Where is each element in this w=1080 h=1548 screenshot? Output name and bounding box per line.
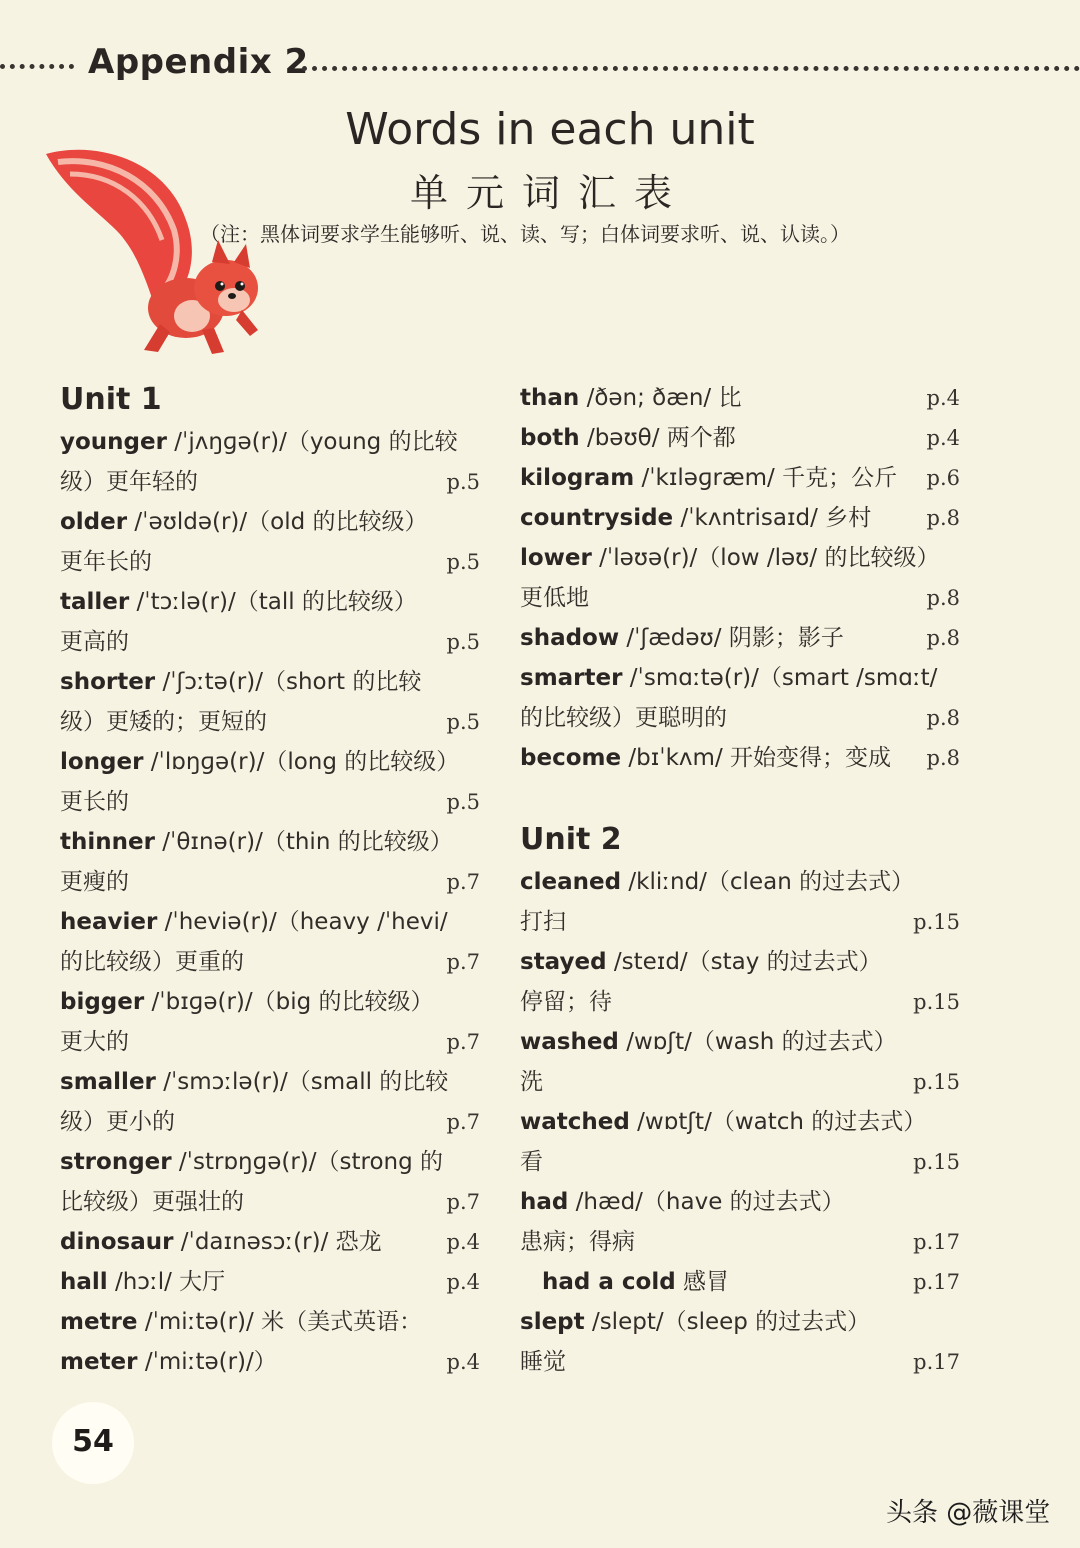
page-reference: p.8: [926, 746, 960, 770]
vocab-definition: 更瘦的: [60, 869, 129, 895]
vocab-definition: 更长的: [60, 789, 129, 815]
vocab-word: kilogram: [520, 465, 635, 491]
vocab-definition: 停留；待: [520, 989, 612, 1015]
vocab-word: had: [520, 1189, 569, 1215]
vocab-definition: /ˈmiːtə(r)/）: [137, 1349, 277, 1375]
squirrel-illustration: [36, 140, 266, 360]
vocab-definition: 的比较级）更重的: [60, 949, 244, 975]
unit-2-title: Unit 2: [520, 822, 622, 857]
header-dotted-rule-left: [0, 64, 74, 69]
page-reference: p.5: [446, 550, 480, 574]
page-reference: p.6: [926, 466, 960, 490]
vocab-definition: /ˈmiːtə(r)/ 米（美式英语：: [137, 1309, 423, 1335]
page-reference: p.5: [446, 790, 480, 814]
vocab-definition: 比较级）更强壮的: [60, 1189, 244, 1215]
vocab-entry: [60, 422, 480, 502]
vocab-entry: [520, 378, 960, 418]
vocab-definition: /ˈθɪnə(r)/（thin 的比较级）: [154, 829, 453, 855]
vocab-definition: 洗: [520, 1069, 543, 1095]
vocab-definition: /slept/（sleep 的过去式）: [584, 1309, 871, 1335]
vocab-word: younger: [60, 429, 167, 455]
vocab-definition: /ˈjʌŋɡə(r)/（young 的比较: [166, 429, 458, 455]
vocab-word: than: [520, 385, 580, 411]
page-reference: p.5: [446, 630, 480, 654]
vocab-word: meter: [60, 1349, 138, 1375]
vocab-definition: /ðən; ðæn/ 比: [579, 385, 742, 411]
vocab-word: stayed: [520, 949, 607, 975]
vocab-definition: /hæd/（have 的过去式）: [568, 1189, 845, 1215]
vocab-definition: 打扫: [520, 909, 566, 935]
vocab-word: watched: [520, 1109, 630, 1135]
vocab-word: shorter: [60, 669, 156, 695]
vocab-definition: /ˈlɒŋɡə(r)/（long 的比较级）: [143, 749, 460, 775]
vocab-entry: [520, 418, 960, 458]
page-reference: p.15: [913, 910, 960, 934]
page-reference: p.7: [446, 1110, 480, 1134]
vocab-definition: 患病；得病: [520, 1229, 635, 1255]
unit-1-title: Unit 1: [60, 382, 162, 417]
vocab-definition: 级）更小的: [60, 1109, 175, 1135]
vocab-definition: /bɪˈkʌm/ 开始变得；变成: [621, 745, 892, 771]
right-column: [520, 378, 960, 1382]
vocab-definition: /bəʊθ/ 两个都: [579, 425, 736, 451]
vocab-entry: [60, 1222, 480, 1262]
vocab-entry: [60, 1302, 480, 1382]
vocab-definition: /ˈbɪɡə(r)/（big 的比较级）: [144, 989, 434, 1015]
vocab-word: had a cold: [542, 1269, 676, 1295]
watermark: 头条 @薇课堂: [886, 1498, 1051, 1528]
vocab-entry: [60, 1262, 480, 1302]
vocab-word: heavier: [60, 909, 158, 935]
vocab-definition: /ˈtɔːlə(r)/（tall 的比较级）: [129, 589, 417, 615]
instruction-note: （注：黑体词要求学生能够听、说、读、写；白体词要求听、说、认读。）: [200, 222, 850, 246]
vocab-word: washed: [520, 1029, 619, 1055]
page-reference: p.8: [926, 706, 960, 730]
vocab-entry: [520, 1182, 960, 1262]
vocab-word: countryside: [520, 505, 674, 531]
left-column: [60, 378, 480, 1382]
page-reference: p.15: [913, 1150, 960, 1174]
vocab-word: cleaned: [520, 869, 622, 895]
vocab-word: bigger: [60, 989, 145, 1015]
vocab-entry: [520, 862, 960, 942]
vocab-definition: 睡觉: [520, 1349, 566, 1375]
vocab-definition: /ˈsmɑːtə(r)/（smart /smɑːt/: [622, 665, 938, 691]
vocab-entry: [60, 742, 480, 822]
appendix-header: [0, 40, 1080, 90]
vocab-entry: [520, 1302, 960, 1382]
page-title-chinese: 单元词汇表: [409, 171, 690, 215]
vocab-definition: 感冒: [675, 1269, 729, 1295]
vocab-definition: /kliːnd/（clean 的过去式）: [621, 869, 915, 895]
vocab-word: dinosaur: [60, 1229, 174, 1255]
vocab-entry: [60, 902, 480, 982]
vocab-entry: [520, 658, 960, 738]
vocab-entry: [60, 1142, 480, 1222]
vocab-definition: /ˈəʊldə(r)/（old 的比较级）: [127, 509, 428, 535]
vocab-word: shadow: [520, 625, 620, 651]
vocab-word: older: [60, 509, 128, 535]
vocab-definition: /ˈheviə(r)/（heavy /ˈhevi/: [157, 909, 448, 935]
vocab-entry: [520, 1102, 960, 1182]
vocab-definition: /ˈkʌntrisaɪd/ 乡村: [673, 505, 872, 531]
page-reference: p.15: [913, 1070, 960, 1094]
vocab-definition: 更高的: [60, 629, 129, 655]
vocab-word: stronger: [60, 1149, 172, 1175]
vocab-definition: 更低地: [520, 585, 589, 611]
page-reference: p.7: [446, 950, 480, 974]
vocab-entry: [520, 538, 960, 618]
page-reference: p.8: [926, 626, 960, 650]
page-reference: p.8: [926, 506, 960, 530]
page-reference: p.4: [446, 1230, 480, 1254]
page-reference: p.7: [446, 870, 480, 894]
vocab-definition: /ˈdaɪnəsɔː(r)/ 恐龙: [173, 1229, 382, 1255]
vocab-definition: /ˈstrɒŋɡə(r)/（strong 的: [171, 1149, 444, 1175]
vocab-word: slept: [520, 1309, 585, 1335]
vocab-definition: /ˈkɪləɡræm/ 千克；公斤: [634, 465, 898, 491]
vocab-definition: /ˈləʊə(r)/（low /ləʊ/ 的比较级）: [591, 545, 940, 571]
vocab-entry: [520, 458, 960, 498]
vocab-word: hall: [60, 1269, 108, 1295]
page-reference: p.17: [913, 1350, 960, 1374]
page-reference: p.17: [913, 1270, 960, 1294]
vocab-entry: [60, 822, 480, 902]
vocab-entry: [60, 582, 480, 662]
page-reference: p.4: [446, 1270, 480, 1294]
page-reference: p.4: [926, 386, 960, 410]
vocab-entry: [60, 502, 480, 582]
vocab-definition: 看: [520, 1149, 543, 1175]
vocab-definition: /wɒtʃt/（watch 的过去式）: [629, 1109, 927, 1135]
vocab-word: both: [520, 425, 580, 451]
page-reference: p.17: [913, 1230, 960, 1254]
page-title-english: Words in each unit: [345, 104, 755, 155]
vocab-definition: 的比较级）更聪明的: [520, 705, 727, 731]
vocab-word: metre: [60, 1309, 138, 1335]
vocab-definition: /ˈʃædəʊ/ 阴影；影子: [619, 625, 844, 651]
vocab-word: become: [520, 745, 622, 771]
vocab-definition: 级）更矮的；更短的: [60, 709, 267, 735]
page-number: 54: [72, 1424, 114, 1459]
vocab-definition: /hɔːl/ 大厅: [107, 1269, 226, 1295]
vocab-definition: 更大的: [60, 1029, 129, 1055]
vocab-entry: [60, 662, 480, 742]
vocab-word: smarter: [520, 665, 623, 691]
page-number-badge: [52, 1402, 134, 1484]
header-dotted-rule-right: [302, 66, 1080, 71]
vocab-entry: [520, 942, 960, 1022]
page-reference: p.7: [446, 1030, 480, 1054]
page-reference: p.15: [913, 990, 960, 1014]
vocab-word: taller: [60, 589, 130, 615]
vocab-entry: [520, 618, 960, 658]
vocab-definition: /ˈsmɔːlə(r)/（small 的比较: [155, 1069, 449, 1095]
vocab-word: lower: [520, 545, 592, 571]
vocab-word: thinner: [60, 829, 155, 855]
vocab-entry: [520, 498, 960, 538]
page-reference: p.8: [926, 586, 960, 610]
vocab-word: longer: [60, 749, 144, 775]
vocab-entry: [520, 1022, 960, 1102]
page-reference: p.7: [446, 1190, 480, 1214]
appendix-label: Appendix 2: [88, 42, 309, 82]
vocab-entry: [520, 1262, 960, 1302]
vocab-definition: /steɪd/（stay 的过去式）: [606, 949, 882, 975]
vocab-word: smaller: [60, 1069, 156, 1095]
vocab-definition: 级）更年轻的: [60, 469, 198, 495]
vocab-definition: 更年长的: [60, 549, 152, 575]
vocab-definition: /wɒʃt/（wash 的过去式）: [618, 1029, 897, 1055]
page-reference: p.4: [446, 1350, 480, 1374]
page-reference: p.5: [446, 710, 480, 734]
vocab-definition: /ˈʃɔːtə(r)/（short 的比较: [155, 669, 422, 695]
vocab-entry: [520, 738, 960, 778]
vocab-entry: [60, 1062, 480, 1142]
vocab-entry: [60, 982, 480, 1062]
page-reference: p.4: [926, 426, 960, 450]
page-reference: p.5: [446, 470, 480, 494]
